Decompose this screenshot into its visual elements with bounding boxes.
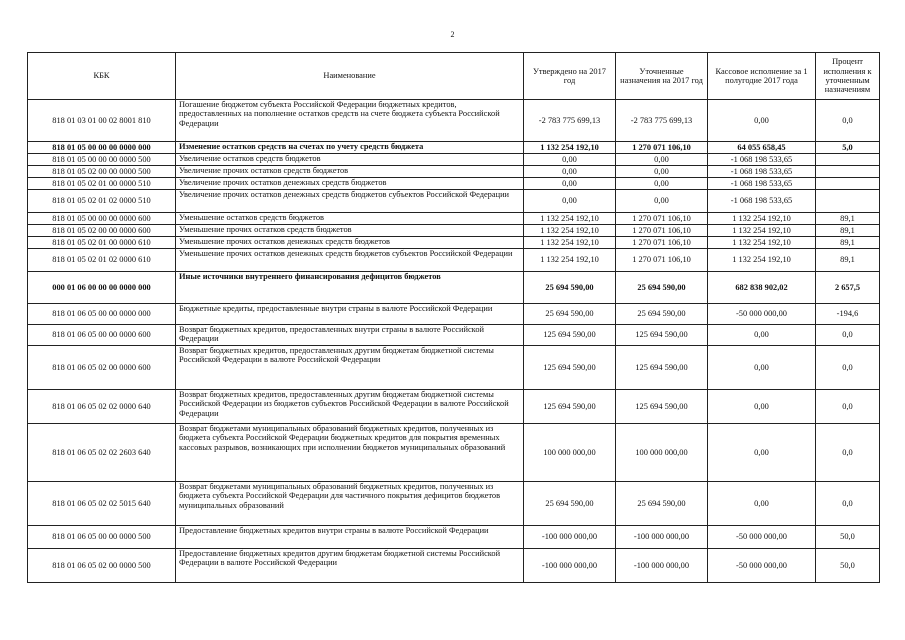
kbk-cell: 818 01 06 05 02 02 0000 640 — [28, 390, 176, 424]
name-cell: Уменьшение прочих остатков денежных средств бюджетов — [176, 237, 524, 249]
kbk-cell: 818 01 05 02 01 00 0000 510 — [28, 178, 176, 190]
name-cell: Погашение бюджетом субъекта Российской Федерации бюджетных кредитов, предоставленных на пополнение остатков средств на счете бюджета субъекта Российской Федерации — [176, 100, 524, 142]
table-row — [28, 142, 880, 154]
cash-cell: 1 132 254 192,10 — [708, 213, 816, 225]
kbk-cell: 818 01 06 05 00 00 0000 000 — [28, 304, 176, 325]
percent-cell: 2 657,5 — [816, 272, 880, 304]
cash-cell: -1 068 198 533,65 — [708, 178, 816, 190]
cash-cell: 0,00 — [708, 100, 816, 142]
table-header-row — [28, 53, 880, 100]
revised-cell: 1 270 071 106,10 — [616, 249, 708, 272]
table-row — [28, 482, 880, 526]
approved-cell: 1 132 254 192,10 — [524, 237, 616, 249]
kbk-cell: 818 01 03 01 00 02 8001 810 — [28, 100, 176, 142]
table-row — [28, 190, 880, 213]
header-cash: Кассовое исполнение за 1 полугодие 2017 года — [708, 53, 816, 100]
budget-sources-table — [27, 52, 880, 583]
name-cell: Возврат бюджетных кредитов, предоставленных другим бюджетам бюджетной системы Российской Федерации в валюте Российской Федерации — [176, 346, 524, 390]
table-row — [28, 213, 880, 225]
percent-cell: 50,0 — [816, 526, 880, 549]
percent-cell: 0,0 — [816, 325, 880, 346]
name-cell: Уменьшение остатков средств бюджетов — [176, 213, 524, 225]
revised-cell: 1 270 071 106,10 — [616, 225, 708, 237]
cash-cell: -50 000 000,00 — [708, 526, 816, 549]
percent-cell: 5,0 — [816, 142, 880, 154]
name-cell: Иные источники внутреннего финансирования дефицитов бюджетов — [176, 272, 524, 304]
approved-cell: 0,00 — [524, 166, 616, 178]
name-cell: Бюджетные кредиты, предоставленные внутри страны в валюте Российской Федерации — [176, 304, 524, 325]
percent-cell — [816, 178, 880, 190]
kbk-cell: 000 01 06 00 00 00 0000 000 — [28, 272, 176, 304]
approved-cell: 125 694 590,00 — [524, 346, 616, 390]
header-percent: Процент исполнения к уточненным назначениям — [816, 53, 880, 100]
percent-cell — [816, 154, 880, 166]
name-cell: Увеличение прочих остатков средств бюджетов — [176, 166, 524, 178]
cash-cell: 0,00 — [708, 346, 816, 390]
cash-cell: -1 068 198 533,65 — [708, 166, 816, 178]
kbk-cell: 818 01 05 00 00 00 0000 500 — [28, 154, 176, 166]
table-row — [28, 225, 880, 237]
revised-cell: 0,00 — [616, 166, 708, 178]
approved-cell: 1 132 254 192,10 — [524, 225, 616, 237]
kbk-cell: 818 01 05 02 01 02 0000 610 — [28, 249, 176, 272]
table-row — [28, 549, 880, 583]
percent-cell: 89,1 — [816, 237, 880, 249]
table-body — [28, 100, 880, 583]
table-row — [28, 424, 880, 482]
table-row — [28, 237, 880, 249]
cash-cell: 1 132 254 192,10 — [708, 225, 816, 237]
table-row — [28, 304, 880, 325]
revised-cell: 125 694 590,00 — [616, 325, 708, 346]
page-number: 2 — [450, 30, 455, 39]
kbk-cell: 818 01 05 02 01 02 0000 510 — [28, 190, 176, 213]
percent-cell: 0,0 — [816, 390, 880, 424]
revised-cell: 1 270 071 106,10 — [616, 142, 708, 154]
percent-cell: -194,6 — [816, 304, 880, 325]
name-cell: Возврат бюджетами муниципальных образований бюджетных кредитов, полученных из бюджета субъекта Российской Федерации бюджетных кредитов для покрытия временных кассовых разрывов, возникающих при исполнении бюджетов муниципальных образований — [176, 424, 524, 482]
table-row — [28, 390, 880, 424]
name-cell: Изменение остатков средств на счетах по учету средств бюджета — [176, 142, 524, 154]
approved-cell: -100 000 000,00 — [524, 549, 616, 583]
approved-cell: 100 000 000,00 — [524, 424, 616, 482]
kbk-cell: 818 01 06 05 02 02 2603 640 — [28, 424, 176, 482]
approved-cell: 1 132 254 192,10 — [524, 142, 616, 154]
cash-cell: 64 055 658,45 — [708, 142, 816, 154]
table-row — [28, 249, 880, 272]
approved-cell: 25 694 590,00 — [524, 304, 616, 325]
cash-cell: 1 132 254 192,10 — [708, 249, 816, 272]
approved-cell: 25 694 590,00 — [524, 482, 616, 526]
table-row — [28, 166, 880, 178]
cash-cell: -50 000 000,00 — [708, 549, 816, 583]
kbk-cell: 818 01 06 05 02 02 5015 640 — [28, 482, 176, 526]
revised-cell: 0,00 — [616, 154, 708, 166]
table-row — [28, 272, 880, 304]
cash-cell: -1 068 198 533,65 — [708, 154, 816, 166]
kbk-cell: 818 01 05 00 00 00 0000 600 — [28, 213, 176, 225]
approved-cell: -100 000 000,00 — [524, 526, 616, 549]
kbk-cell: 818 01 05 02 00 00 0000 500 — [28, 166, 176, 178]
name-cell: Увеличение прочих остатков денежных средств бюджетов субъектов Российской Федерации — [176, 190, 524, 213]
name-cell: Увеличение прочих остатков денежных средств бюджетов — [176, 178, 524, 190]
revised-cell: 100 000 000,00 — [616, 424, 708, 482]
revised-cell: 1 270 071 106,10 — [616, 237, 708, 249]
kbk-cell: 818 01 06 05 02 00 0000 600 — [28, 346, 176, 390]
cash-cell: -50 000 000,00 — [708, 304, 816, 325]
revised-cell: -100 000 000,00 — [616, 549, 708, 583]
kbk-cell: 818 01 06 05 02 00 0000 500 — [28, 549, 176, 583]
revised-cell: 125 694 590,00 — [616, 390, 708, 424]
table-row — [28, 346, 880, 390]
revised-cell: -100 000 000,00 — [616, 526, 708, 549]
revised-cell: 1 270 071 106,10 — [616, 213, 708, 225]
percent-cell: 50,0 — [816, 549, 880, 583]
revised-cell: -2 783 775 699,13 — [616, 100, 708, 142]
header-revised: Уточненные назначения на 2017 год — [616, 53, 708, 100]
kbk-cell: 818 01 05 02 01 00 0000 610 — [28, 237, 176, 249]
revised-cell: 0,00 — [616, 178, 708, 190]
approved-cell: 25 694 590,00 — [524, 272, 616, 304]
kbk-cell: 818 01 06 05 00 00 0000 500 — [28, 526, 176, 549]
revised-cell: 25 694 590,00 — [616, 482, 708, 526]
revised-cell: 25 694 590,00 — [616, 272, 708, 304]
percent-cell: 89,1 — [816, 213, 880, 225]
approved-cell: -2 783 775 699,13 — [524, 100, 616, 142]
cash-cell: 0,00 — [708, 482, 816, 526]
kbk-cell: 818 01 06 05 00 00 0000 600 — [28, 325, 176, 346]
cash-cell: 0,00 — [708, 424, 816, 482]
percent-cell — [816, 190, 880, 213]
approved-cell: 1 132 254 192,10 — [524, 213, 616, 225]
approved-cell: 125 694 590,00 — [524, 325, 616, 346]
kbk-cell: 818 01 05 02 00 00 0000 600 — [28, 225, 176, 237]
name-cell: Предоставление бюджетных кредитов другим бюджетам бюджетной системы Российской Федерации в валюте Российской Федерации — [176, 549, 524, 583]
name-cell: Возврат бюджетами муниципальных образований бюджетных кредитов, полученных из бюджета субъекта Российской Федерации для частичного покрытия дефицитов бюджетов муниципальных образований — [176, 482, 524, 526]
cash-cell: -1 068 198 533,65 — [708, 190, 816, 213]
cash-cell: 0,00 — [708, 325, 816, 346]
percent-cell — [816, 166, 880, 178]
header-kbk: КБК — [28, 53, 176, 100]
cash-cell: 0,00 — [708, 390, 816, 424]
revised-cell: 25 694 590,00 — [616, 304, 708, 325]
name-cell: Уменьшение прочих остатков средств бюджетов — [176, 225, 524, 237]
table-row — [28, 325, 880, 346]
revised-cell: 0,00 — [616, 190, 708, 213]
name-cell: Возврат бюджетных кредитов, предоставленных внутри страны в валюте Российской Федерации — [176, 325, 524, 346]
name-cell: Уменьшение прочих остатков денежных средств бюджетов субъектов Российской Федерации — [176, 249, 524, 272]
table-row — [28, 154, 880, 166]
percent-cell: 0,0 — [816, 482, 880, 526]
percent-cell: 0,0 — [816, 424, 880, 482]
table-row — [28, 526, 880, 549]
name-cell: Увеличение остатков средств бюджетов — [176, 154, 524, 166]
header-approved: Утверждено на 2017 год — [524, 53, 616, 100]
percent-cell: 0,0 — [816, 100, 880, 142]
cash-cell: 1 132 254 192,10 — [708, 237, 816, 249]
percent-cell: 89,1 — [816, 249, 880, 272]
cash-cell: 682 838 902,02 — [708, 272, 816, 304]
approved-cell: 0,00 — [524, 178, 616, 190]
percent-cell: 0,0 — [816, 346, 880, 390]
kbk-cell: 818 01 05 00 00 00 0000 000 — [28, 142, 176, 154]
approved-cell: 125 694 590,00 — [524, 390, 616, 424]
percent-cell: 89,1 — [816, 225, 880, 237]
header-name: Наименование — [176, 53, 524, 100]
approved-cell: 1 132 254 192,10 — [524, 249, 616, 272]
approved-cell: 0,00 — [524, 190, 616, 213]
name-cell: Возврат бюджетных кредитов, предоставленных другим бюджетам бюджетной системы Российской Федерации из бюджетов субъектов Российской Федерации в валюте Российской Федерации — [176, 390, 524, 424]
name-cell: Предоставление бюджетных кредитов внутри страны в валюте Российской Федерации — [176, 526, 524, 549]
revised-cell: 125 694 590,00 — [616, 346, 708, 390]
table-row — [28, 178, 880, 190]
table-row — [28, 100, 880, 142]
approved-cell: 0,00 — [524, 154, 616, 166]
